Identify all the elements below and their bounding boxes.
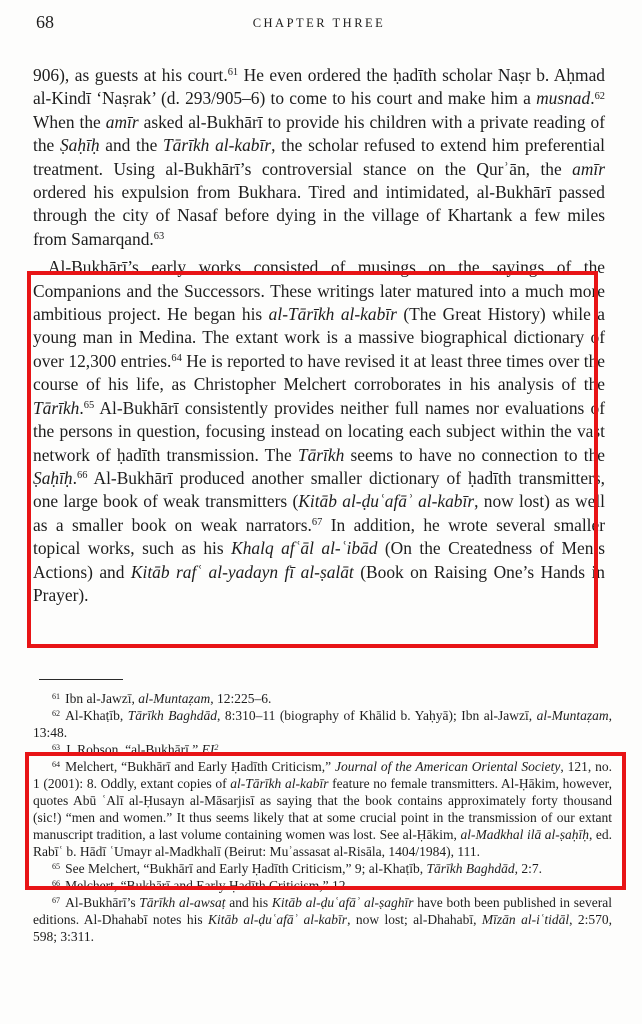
footnote-marker: 66	[52, 878, 61, 888]
footnotes-section	[33, 679, 612, 945]
footnote-separator-rule	[39, 679, 123, 680]
footnote-61	[33, 690, 612, 707]
footnote-marker: 67	[52, 895, 61, 905]
footnote-marker: 61	[52, 691, 61, 701]
footnote-text: Melchert, “Bukhārī and Early Ḥadīth Criticism,” Journal of the American Oriental Society, 121, no. 1 (2001): 8. Oddly, extant copies of al-Tārīkh al-kabīr feature no female transmitters. Al-Ḥākim, however, quotes Abū ʿAlī al-Ḥusayn al-Māsarjisī as saying that the book contains approximately forty thousand (sic!) “men and women.” It thus seems likely that at some crucial point in the transmission of our extant manuscript tradition, a last volume containing women was lost. See al-Ḥākim, al-Madkhal ilā al-ṣaḥīḥ, ed. Rabīʿ b. Hādī ʿUmayr al-Madkhalī (Beirut: Muʾassasat al-Risāla, 1404/1984), 111.	[33, 759, 613, 859]
chapter-running-header: CHAPTER THREE	[252, 16, 386, 30]
body-text	[33, 64, 605, 607]
footnote-text: Ibn al-Jawzī, al-Muntaẓam, 12:225–6.	[65, 691, 272, 706]
footnote-text: Al-Bukhārī’s Tārīkh al-awsaṭ and his Kitāb al-ḍuʿafāʾ al-ṣaghīr have both been published in several editions. Al-Dhahabī notes his Kitāb al-ḍuʿafāʾ al-kabīr, now lost; al-Dhahabī, Mīzān al-iʿtidāl, 2:570, 598; 3:311.	[33, 895, 612, 944]
footnote-64	[33, 758, 612, 860]
page-number: 68	[36, 12, 54, 32]
paragraph-continuation: 906), as guests at his court.$^{61}$ He even ordered the ḥadīth scholar Naṣr b. Aḥmad al-Kindī ‘Naṣrak’ (d. 293/905–6) to come to his court and make him a musnad.$^{62}$ When the amīr asked al-Bukhārī to provide his children with a private reading of the Ṣaḥīḥ and the Tārīkh al-kabīr, the scholar refused to extend him preferential treatment. Using al-Bukhārī’s controversial stance on the Qurʾān, the amīr ordered his expulsion from Bukhara. Tired and intimidated, al-Bukhārī passed through the city of Nasaf before dying in the village of Khartank a few miles from Samarqand.$^{63}$	[33, 65, 606, 249]
footnote-text: See Melchert, “Bukhārī and Early Ḥadīth Criticism,” 9; al-Khaṭīb, Tārīkh Baghdād, 2:7.	[65, 861, 543, 876]
footnote-marker: 64	[52, 759, 61, 769]
footnote-66	[33, 877, 612, 894]
footnote-text: J. Robson, “al-Bukhārī,” $EI^2$.	[65, 742, 222, 757]
footnote-67	[33, 894, 612, 945]
footnote-text: Melchert, “Bukhārī and Early Ḥadīth Criticism,” 12.	[65, 878, 349, 893]
footnote-62	[33, 707, 612, 741]
footnote-63	[33, 741, 612, 758]
footnote-marker: 62	[52, 708, 61, 718]
footnote-text: Al-Khaṭīb, Tārīkh Baghdād, 8:310–11 (biography of Khālid b. Yaḥyā); Ibn al-Jawzī, al-Muntaẓam, 13:48.	[33, 708, 612, 740]
running-head	[33, 12, 605, 36]
footnote-marker: 65	[52, 861, 61, 871]
footnote-65	[33, 860, 612, 877]
footnote-marker: 63	[52, 742, 61, 752]
paragraph-highlighted: Al-Bukhārī’s early works consisted of musings on the sayings of the Companions and the Successors. These writings later matured into a much more ambitious project. He began his al-Tārīkh al-kabīr (The Great History) while a young man in Medina. The extant work is a massive biographical dictionary of over 12,300 entries.$^{64}$ He is reported to have revised it at least three times over the course of his life, as Christopher Melchert corroborates in his analysis of the Tārīkh.$^{65}$ Al-Bukhārī consistently provides neither full names nor evaluations of the persons in question, focusing instead on locating each subject within the vast network of ḥadīth transmission. The Tārīkh seems to have no connection to the Ṣaḥīḥ.$^{66}$ Al-Bukhārī produced another smaller dictionary of ḥadīth transmitters, one large book of weak transmitters (Kitāb al-ḍuʿafāʾ al-kabīr, now lost) as well as a smaller book on weak narrators.$^{67}$ In addition, he wrote several smaller topical works, such as his Khalq afʿāl al-ʿibād (On the Createdness of Men’s Actions) and Kitāb rafʿ al-yadayn fī al-ṣalāt (Book on Raising One’s Hands in Prayer).	[33, 257, 606, 605]
